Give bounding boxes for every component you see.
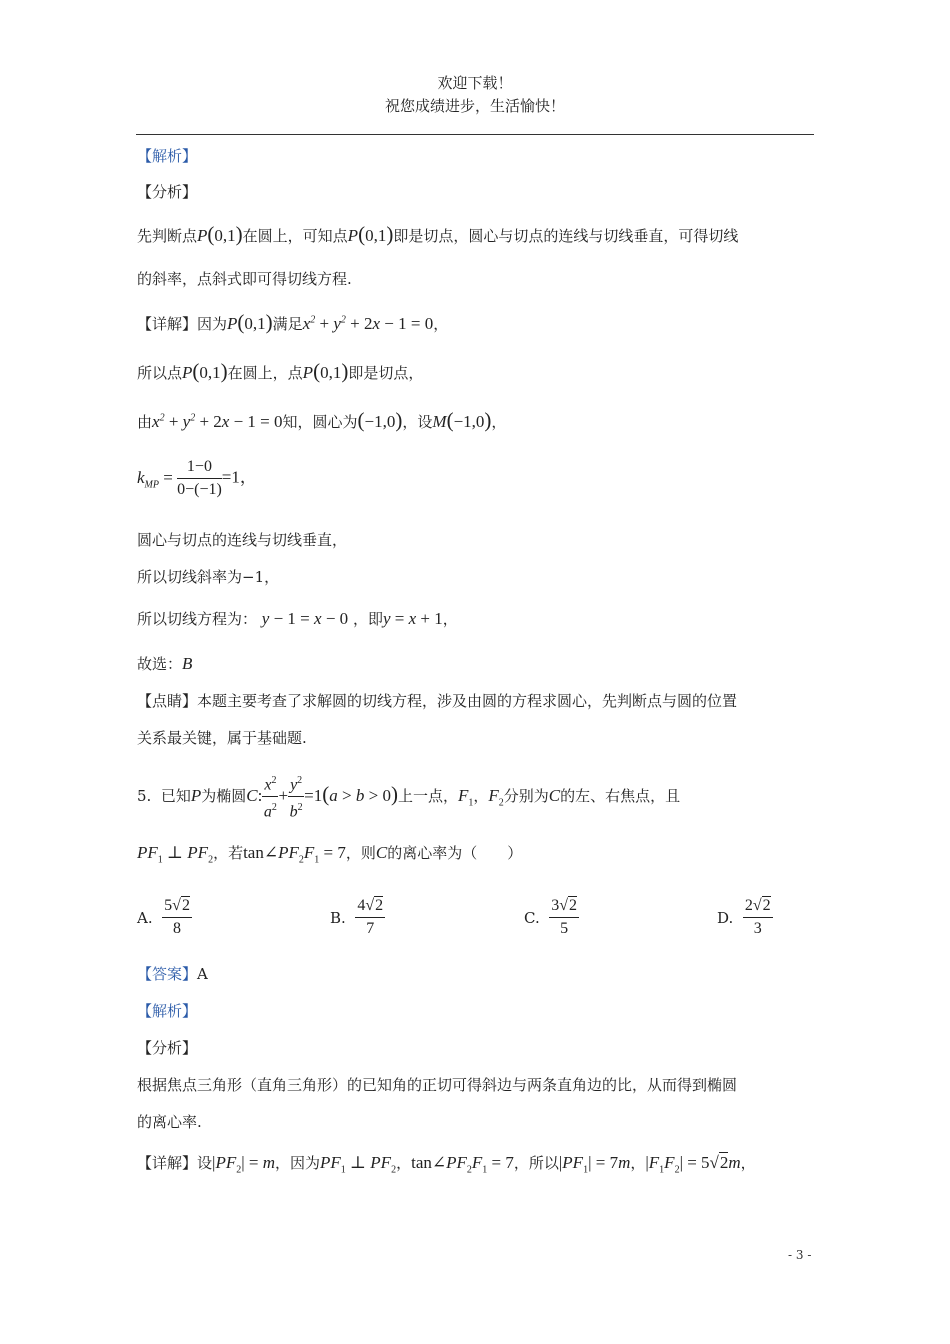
q4-line4: 由$x^2 + y^2 + 2x - 1 = 0$知，圆心为(−1,0)，设M(−1,0)， xyxy=(137,408,507,432)
header-welcome: 欢迎下载！ xyxy=(437,74,513,92)
q4-fenxi-line1: 先判断点P(0,1)在圆上，可知点P(0,1)即是切点，圆心与切点的连线与切线垂直，可得切线 xyxy=(137,222,739,246)
q5-fenxi-line2: 的离心率. xyxy=(137,1113,202,1131)
q4-fenxi-line2: 的斜率，点斜式即可得切线方程. xyxy=(137,270,352,288)
ellipse-x-term: $\frac{x^2}{a^2}$ xyxy=(262,770,278,824)
q5-answer: 【答案】A xyxy=(137,965,208,983)
q5-stem-line1: 5. 已知P为椭圆C: $\frac{x^2}{a^2}$ + $\frac{y^2}{b^2}$ =1(a > b > 0)上一点，$F_1$，$F_2$分别为C的左、右焦点，且 xyxy=(137,770,680,824)
q4-slope-formula: $k_{MP}$ = $\frac{1-0}{0-(-1)}$ =1， xyxy=(137,456,257,501)
ellipse-y-term: $\frac{y^2}{b^2}$ xyxy=(288,770,304,824)
header-rule xyxy=(136,134,814,135)
q5-option-b: B. $\frac{4√2}{7}$ xyxy=(330,897,384,937)
q4-line8: 所以切线方程为： y − 1 = x − 0 ，即y = x + 1， xyxy=(137,609,458,628)
q4-dianjing-line2: 关系最关键，属于基础题. xyxy=(137,729,307,747)
q4-line6: 圆心与切点的连线与切线垂直， xyxy=(137,531,348,549)
q4-dianjing-line1: 【点睛】本题主要考查了求解圆的切线方程，涉及由圆的方程求圆心，先判断点与圆的位置 xyxy=(137,692,738,710)
q5-jiexi-tag: 【解析】 xyxy=(137,1002,198,1020)
page-header xyxy=(0,72,950,118)
q4-fenxi-tag: 【分析】 xyxy=(137,183,198,201)
q4-xiangjie-line1: 【详解】因为P(0,1)满足$x^2 + y^2 + 2x - 1 = 0$， xyxy=(137,310,449,334)
slope-fraction: $\frac{1-0}{0-(-1)}$ xyxy=(177,458,222,498)
q4-line3: 所以点P(0,1)在圆上，点P(0,1)即是切点， xyxy=(137,359,424,383)
header-wishes: 祝您成绩进步，生活愉快！ xyxy=(384,97,565,115)
q5-stem-line2: $PF_1$ ⊥ $PF_2$，若$\tan\angle PF_2F_1 = 7$，则C的离心率为（ ） xyxy=(137,843,523,866)
q4-jiexi-tag: 【解析】 xyxy=(137,147,198,165)
q4-line7: 所以切线斜率为−1， xyxy=(137,568,280,586)
page-number: - 3 - xyxy=(788,1248,812,1262)
q5-fenxi-line1: 根据焦点三角形（直角三角形）的已知角的正切可得斜边与两条直角边的比，从而得到椭圆 xyxy=(137,1076,738,1094)
q5-xiangjie-line1: 【详解】设$|PF_2| = m$，因为$PF_1$ ⊥ $PF_2$，$\tan\angle PF_2F_1 = 7$，所以$|PF_1| = 7m$，$|F_1F_2| = 5√2m$， xyxy=(137,1153,756,1176)
q5-option-d: D. $\frac{2√2}{3}$ xyxy=(717,897,771,937)
q5-option-c: C. $\frac{3√2}{5}$ xyxy=(524,897,578,937)
q5-option-a: A. $\frac{5√2}{8}$ xyxy=(137,897,190,937)
q4-guxuan: 故选：B xyxy=(137,654,193,673)
q5-fenxi-tag: 【分析】 xyxy=(137,1039,198,1057)
